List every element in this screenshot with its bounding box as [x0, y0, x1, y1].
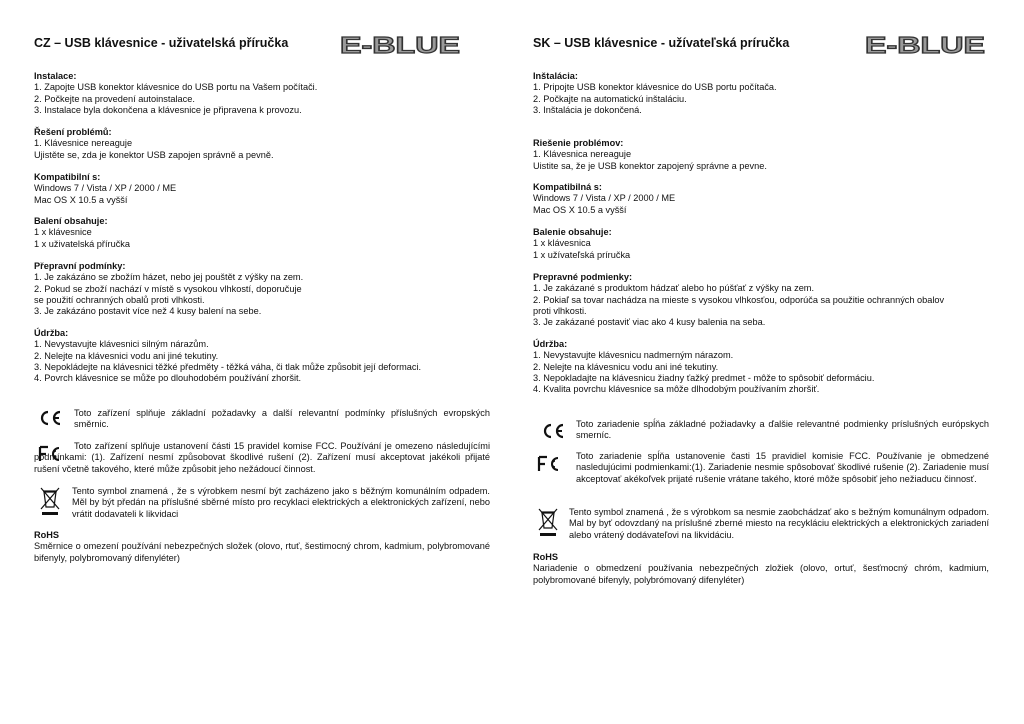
section-line: Ujistěte se, zda je konektor USB zapojen správně a pevně. [34, 149, 274, 160]
section-line: 1 x klávesnice [34, 227, 92, 238]
section-heading: Údržba: [34, 328, 69, 338]
cz-installation-section [34, 71, 490, 116]
sk-package-section [533, 227, 989, 261]
section-line: se použití ochranných obalů proti vlhkosti. [34, 294, 205, 305]
fcc-logo-icon [537, 455, 563, 473]
section-heading: Inštalácia: [533, 71, 578, 81]
weee-text: Tento symbol znamená , že s výrobkem nesmí být zacházeno jako s běžným komunálním odpadem. Měl by být předán na příslušné sběrné místo pro recyklaci elektrických a elektronických zařízení, nebo vrátit dodavateli k likvidaci [72, 486, 490, 519]
sk-troubleshooting-section [533, 138, 989, 172]
section-line: 1. Je zakázané s produktom hádzať alebo ho púšťať z výšky na zem. [533, 283, 815, 294]
ce-mark-icon [38, 410, 62, 426]
section-line: Mac OS X 10.5 a vyšší [533, 204, 627, 215]
section-line: 3. Nepokládejte na klávesnici těžké předměty - těžká váha, či tlak může způsobit její deformaci. [34, 361, 422, 372]
section-line: Uistite sa, že je USB konektor zapojený správne a pevne. [533, 160, 767, 171]
cz-title: CZ – USB klávesnice - uživatelská příručka [34, 36, 289, 50]
ce-text: Toto zařízení splňuje základní požadavky a další relevantní podmínky příslušných evropských směrnic. [74, 408, 490, 430]
section-line: 1 x uživatelská příručka [34, 238, 130, 249]
sk-maintenance-section [533, 339, 989, 395]
section-line: 1. Klávesnice nereaguje [34, 138, 133, 149]
cz-rohs-section [34, 530, 490, 564]
section-line: 2. Počkejte na provedení autoinstalace. [34, 93, 195, 104]
section-line: 2. Pokiaľ sa tovar nachádza na mieste s vysokou vlhkosťou, odporúča sa použitie ochranných obalov [533, 294, 945, 305]
section-heading: Kompatibilní s: [34, 172, 101, 182]
section-line: 3. Je zakázané postaviť viac ako 4 kusy balenia na seba. [533, 317, 766, 328]
section-heading: Instalace: [34, 71, 77, 81]
section-heading: Přepravní podmínky: [34, 261, 126, 271]
section-line: 1. Nevystavujte klávesnicu nadmerným nárazom. [533, 350, 734, 361]
section-line: 2. Nelejte na klávesnicu vodu ani iné tekutiny. [533, 361, 719, 372]
rohs-heading: RoHS [34, 530, 60, 540]
section-line: Mac OS X 10.5 a vyšší [34, 194, 128, 205]
weee-text: Tento symbol znamená , že s výrobkom sa nesmie zaobchádzať ako s bežným komunálnym odpadom. Mal by byť odovzdaný na príslušné zberné miesto na recykláciu elektrických a elektronických zariadení alebo vrátený dodávateľovi na likvidáciu. [569, 507, 989, 540]
ce-text: Toto zariadenie spĺňa základné požiadavky a ďalšie relevantné podmienky príslušných európskych smerníc. [576, 419, 989, 441]
section-heading: Řešení problémů: [34, 127, 112, 137]
sk-compatibility-section [533, 182, 989, 216]
section-line: 3. Inštalácia je dokončená. [533, 104, 642, 115]
cz-maintenance-section [34, 328, 490, 384]
cz-transport-section [34, 261, 490, 317]
section-line: 1 x užívateľská príručka [533, 249, 631, 260]
sk-weee-notice [533, 507, 989, 541]
logo-text: E-BLUE [340, 33, 460, 57]
logo-text: E-BLUE [865, 33, 985, 57]
ce-mark-icon [541, 423, 565, 439]
section-line: Windows 7 / Vista / XP / 2000 / ME [533, 193, 676, 204]
section-line: 2. Pokud se zboží nachází v místě s vysokou vlhkostí, doporučuje [34, 283, 302, 294]
cz-compatibility-section [34, 172, 490, 206]
sk-rohs-section [533, 552, 989, 586]
sk-ce-notice [533, 419, 989, 442]
section-line: 1. Je zakázáno se zbožím házet, nebo jej pouštět z výšky na zem. [34, 272, 304, 283]
section-line: 1. Klávesnica nereaguje [533, 149, 632, 160]
fcc-text: Toto zariadenie spĺňa ustanovenie časti 15 pravidiel komisie FCC. Používanie je obmedzené nasledujúcimi podmienkami:(1). Zariadenie nesmie spôsobovať škodlivé rušenie (2). Zariadenie musí akceptovať akékoľvek prijaté rušenie vrátane takého, ktoré môže spôsobiť jeho nežiaducu činnosť. [576, 451, 989, 484]
fcc-logo-icon [38, 445, 64, 463]
cz-package-section [34, 216, 490, 250]
section-line: 2. Počkajte na automatickú inštaláciu. [533, 93, 687, 104]
rohs-heading: RoHS [533, 552, 559, 562]
weee-bin-icon [537, 507, 559, 537]
section-line: 3. Je zakázáno postavit více než 4 kusy balení na sebe. [34, 306, 262, 317]
section-line: 3. Nepokladajte na klávesnicu žiadny ťažký predmet - môže to spôsobiť deformáciu. [533, 372, 875, 383]
cz-weee-notice [34, 486, 490, 520]
sk-installation-section [533, 71, 989, 116]
cz-ce-notice [34, 408, 490, 431]
weee-bin-icon [39, 486, 61, 516]
rohs-text: Nariadenie o obmedzení používania nebezpečných zložiek (olovo, ortuť, šesťmocný chróm, kadmium, polybromované bifenyly, polybrómovaný difenyléter) [533, 563, 989, 585]
e-blue-logo [863, 33, 987, 57]
section-line: 4. Kvalita povrchu klávesnice sa môže dlhodobým používaním zhoršiť. [533, 384, 820, 395]
section-line: 1 x klávesnica [533, 238, 591, 249]
section-heading: Balení obsahuje: [34, 216, 108, 226]
cz-fcc-notice [34, 441, 490, 475]
section-heading: Balenie obsahuje: [533, 227, 612, 237]
section-heading: Prepravné podmienky: [533, 272, 633, 282]
section-heading: Údržba: [533, 339, 568, 349]
sk-transport-section [533, 272, 989, 328]
section-heading: Riešenie problémov: [533, 138, 624, 148]
section-line: 1. Nevystavujte klávesnici silným nárazům. [34, 339, 209, 350]
section-line: 1. Zapojte USB konektor klávesnice do USB portu na Vašem počítači. [34, 82, 318, 93]
e-blue-logo [338, 33, 462, 57]
section-line: 2. Nelejte na klávesnici vodu ani jiné tekutiny. [34, 350, 219, 361]
section-line: Windows 7 / Vista / XP / 2000 / ME [34, 183, 177, 194]
section-line: 1. Pripojte USB konektor klávesnice do USB portu počítača. [533, 82, 777, 93]
section-line: 4. Povrch klávesnice se může po dlouhodobém používání zhoršit. [34, 373, 302, 384]
cz-troubleshooting-section [34, 127, 490, 161]
rohs-text: Směrnice o omezení používání nebezpečných složek (olovo, rtuť, šestimocný chrom, kadmium, polybromované bifenyly, polybromovaný difenyléter) [34, 541, 490, 563]
section-line: proti vlhkosti. [533, 305, 587, 316]
sk-fcc-notice [533, 451, 989, 485]
section-line: 3. Instalace byla dokončena a klávesnice je připravena k provozu. [34, 104, 302, 115]
fcc-text: Toto zařízení splňuje ustanovení části 15 pravidel komise FCC. Používání je omezeno následujícími podmínkami: (1). Zařízení nesmí způsobovat škodlivé rušení (2). Zařízení musí akceptovat jakékoli přijaté rušení včetně takového, které může způsobit jeho nežádoucí činnost. [34, 441, 490, 474]
sk-title: SK – USB klávesnice - užívateľská príručka [533, 36, 790, 50]
section-heading: Kompatibilná s: [533, 182, 602, 192]
